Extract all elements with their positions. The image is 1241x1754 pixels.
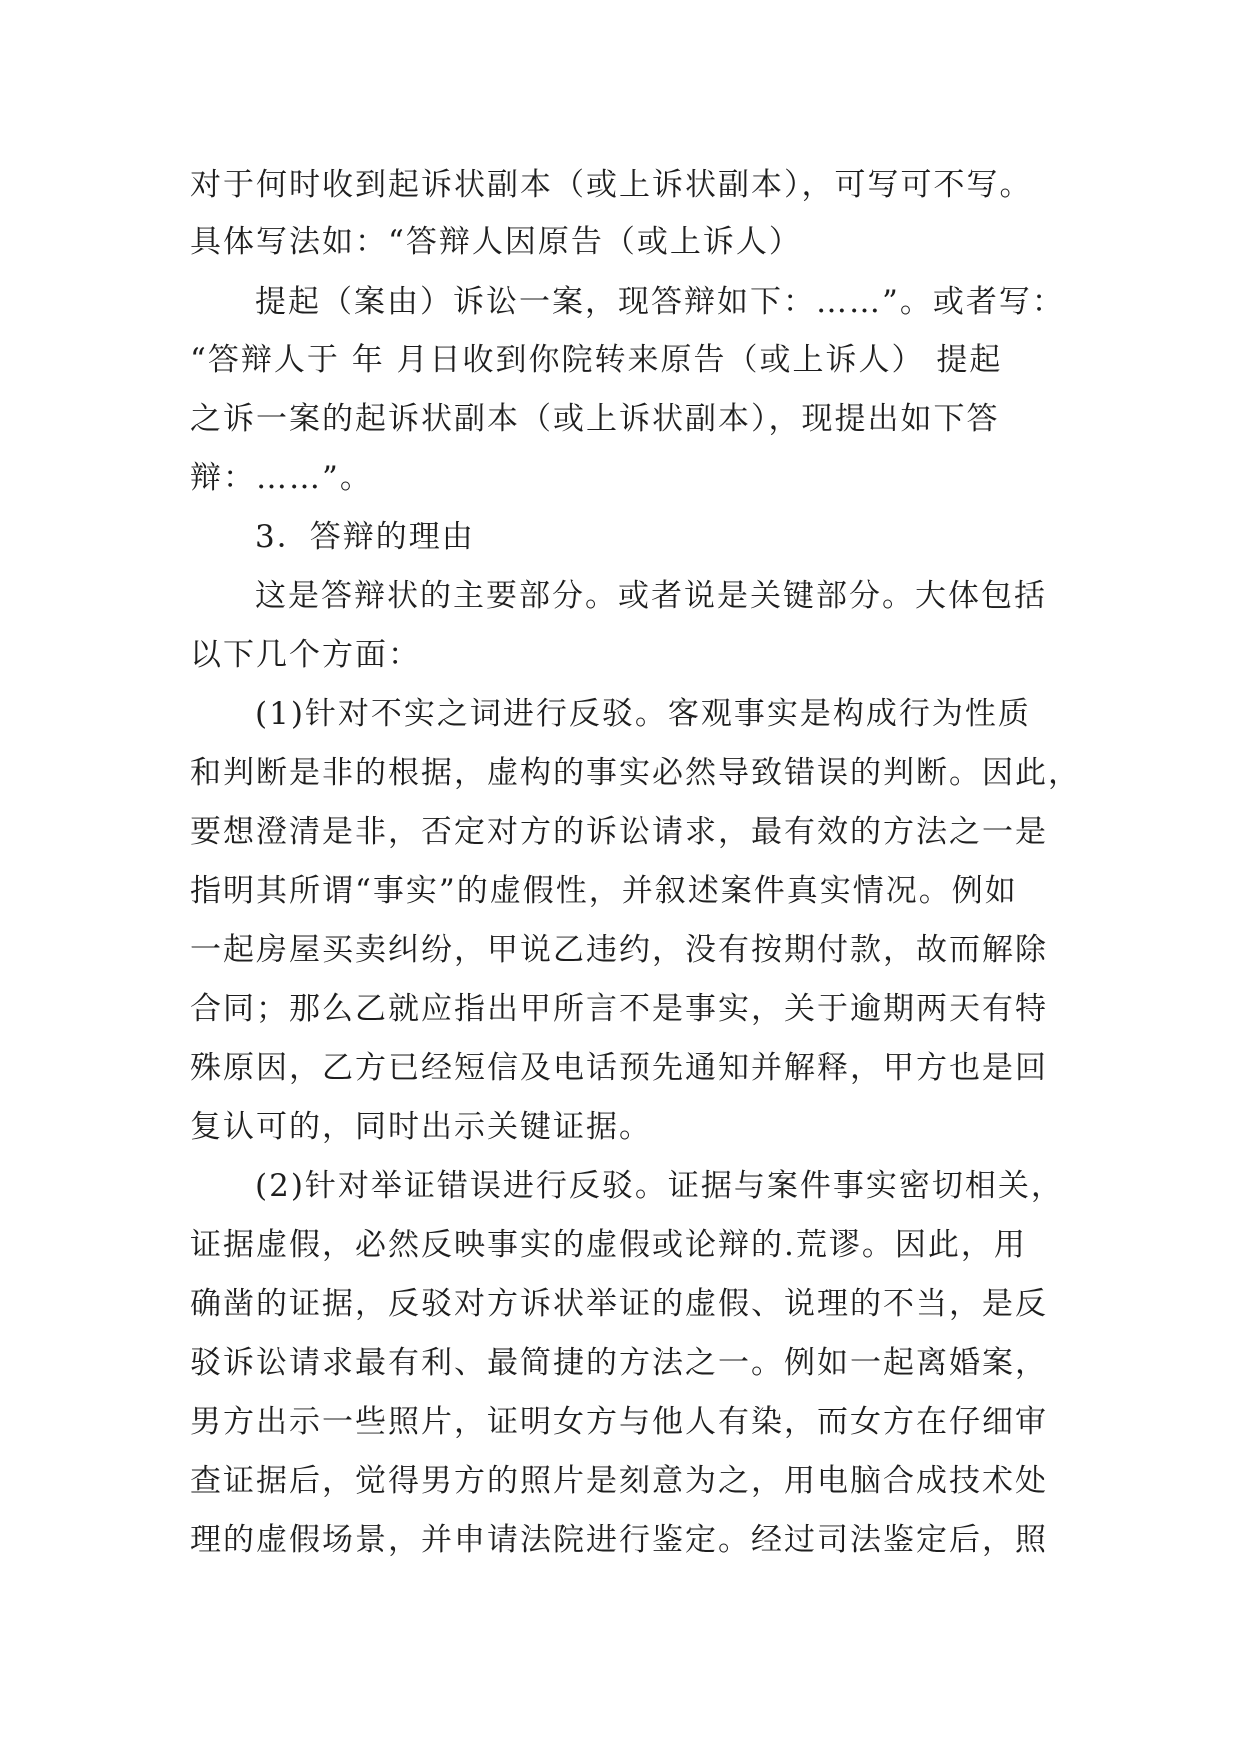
- text-line-24: 理的虚假场景，并申请法院进行鉴定。经过司法鉴定后，照: [190, 1522, 1048, 1558]
- text-line-6: 辩：……”。: [190, 460, 373, 496]
- text-line-2: 具体写法如：“答辩人因原告（或上诉人）: [190, 224, 802, 260]
- text-line-11: 和判断是非的根据，虚构的事实必然导致错误的判断。因此，: [190, 755, 1081, 791]
- text-line-16: 殊原因，乙方已经短信及电话预先通知并解释，甲方也是回: [190, 1050, 1048, 1086]
- text-line-12: 要想澄清是非，否定对方的诉讼请求，最有效的方法之一是: [190, 814, 1048, 850]
- text-line-10: (1)针对不实之词进行反驳。客观事实是构成行为性质: [255, 696, 1031, 732]
- text-line-17: 复认可的，同时出示关键证据。: [190, 1109, 652, 1145]
- text-line-23: 查证据后，觉得男方的照片是刻意为之，用电脑合成技术处: [190, 1463, 1048, 1499]
- text-line-9: 以下几个方面：: [190, 637, 421, 673]
- text-line-15: 合同；那么乙就应指出甲所言不是事实，关于逾期两天有特: [190, 991, 1048, 1027]
- text-line-21: 驳诉讼请求最有利、最简捷的方法之一。例如一起离婚案，: [190, 1345, 1048, 1381]
- text-line-14: 一起房屋买卖纠纷，甲说乙违约，没有按期付款，故而解除: [190, 932, 1048, 968]
- text-line-3: 提起（案由）诉讼一案，现答辩如下：……”。或者写：: [255, 284, 1065, 320]
- section-heading: 3．答辩的理由: [255, 519, 475, 555]
- text-line-20: 确凿的证据，反驳对方诉状举证的虚假、说理的不当，是反: [190, 1286, 1048, 1322]
- text-line-4: “答辩人于 年 月日收到你院转来原告（或上诉人） 提起: [190, 342, 1003, 378]
- text-line-8: 这是答辩状的主要部分。或者说是关键部分。大体包括: [255, 578, 1047, 614]
- text-line-22: 男方出示一些照片，证明女方与他人有染，而女方在仔细审: [190, 1404, 1048, 1440]
- text-line-1: 对于何时收到起诉状副本（或上诉状副本），可写可不写。: [190, 167, 1033, 203]
- text-line-18: (2)针对举证错误进行反驳。证据与案件事实密切相关，: [255, 1168, 1064, 1204]
- text-line-19: 证据虚假，必然反映事实的虚假或论辩的.荒谬。因此，用: [190, 1227, 1027, 1263]
- text-line-5: 之诉一案的起诉状副本（或上诉状副本），现提出如下答: [190, 401, 1000, 437]
- text-line-13: 指明其所谓“事实”的虚假性，并叙述案件真实情况。例如: [190, 873, 1018, 909]
